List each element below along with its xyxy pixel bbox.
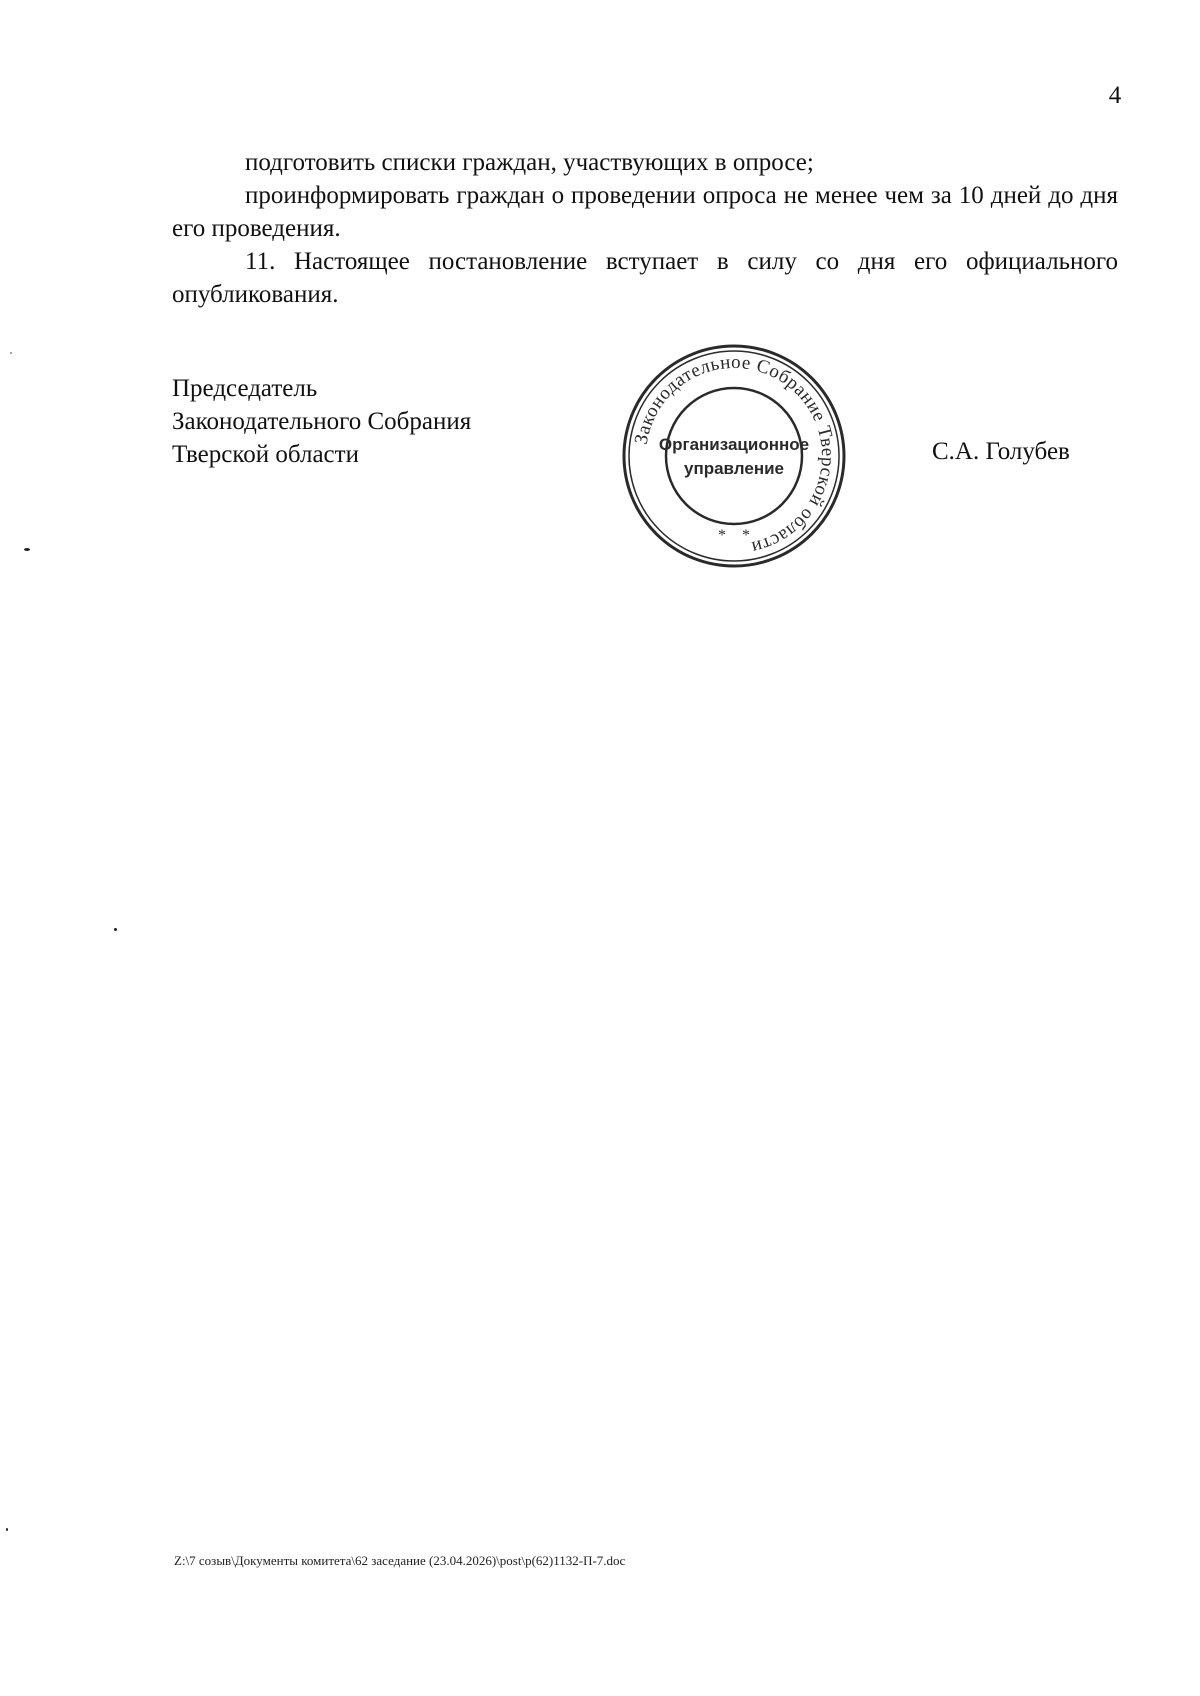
signatory-title (172, 372, 471, 471)
svg-text:Законодательное Собрание Тверс: Законодательное Собрание Тверской области (630, 351, 839, 559)
page-number: 4 (1108, 82, 1122, 109)
signatory-name: С.А. Голубев (932, 438, 1070, 465)
paragraph: проинформировать граждан о проведении опроса не менее чем за 10 дней до дня его проведения. (172, 182, 1118, 242)
scan-mark (114, 928, 117, 931)
svg-text:Организационное: Организационное (658, 435, 810, 454)
signatory-title-line: Законодательного Собрания (172, 408, 472, 435)
paragraph: 11. Настоящее постановление вступает в силу со дня его официального опубликования. (172, 248, 1118, 308)
svg-text:управление: управление (684, 459, 784, 478)
scan-mark (24, 548, 30, 551)
scan-mark (6, 1528, 8, 1531)
document-body (172, 146, 1118, 311)
svg-text:* *: * * (718, 527, 750, 544)
scan-mark (10, 352, 12, 354)
signatory-title-line: Тверской области (172, 441, 359, 468)
signatory-title-line: Председатель (172, 375, 318, 402)
paragraph: подготовить списки граждан, участвующих в опросе; (245, 149, 814, 176)
official-seal (618, 340, 850, 572)
file-path-footer: Z:\7 созыв\Документы комитета\62 заседание (23.04.2026)\post\р(62)1132-П-7.doc (174, 1553, 626, 1568)
